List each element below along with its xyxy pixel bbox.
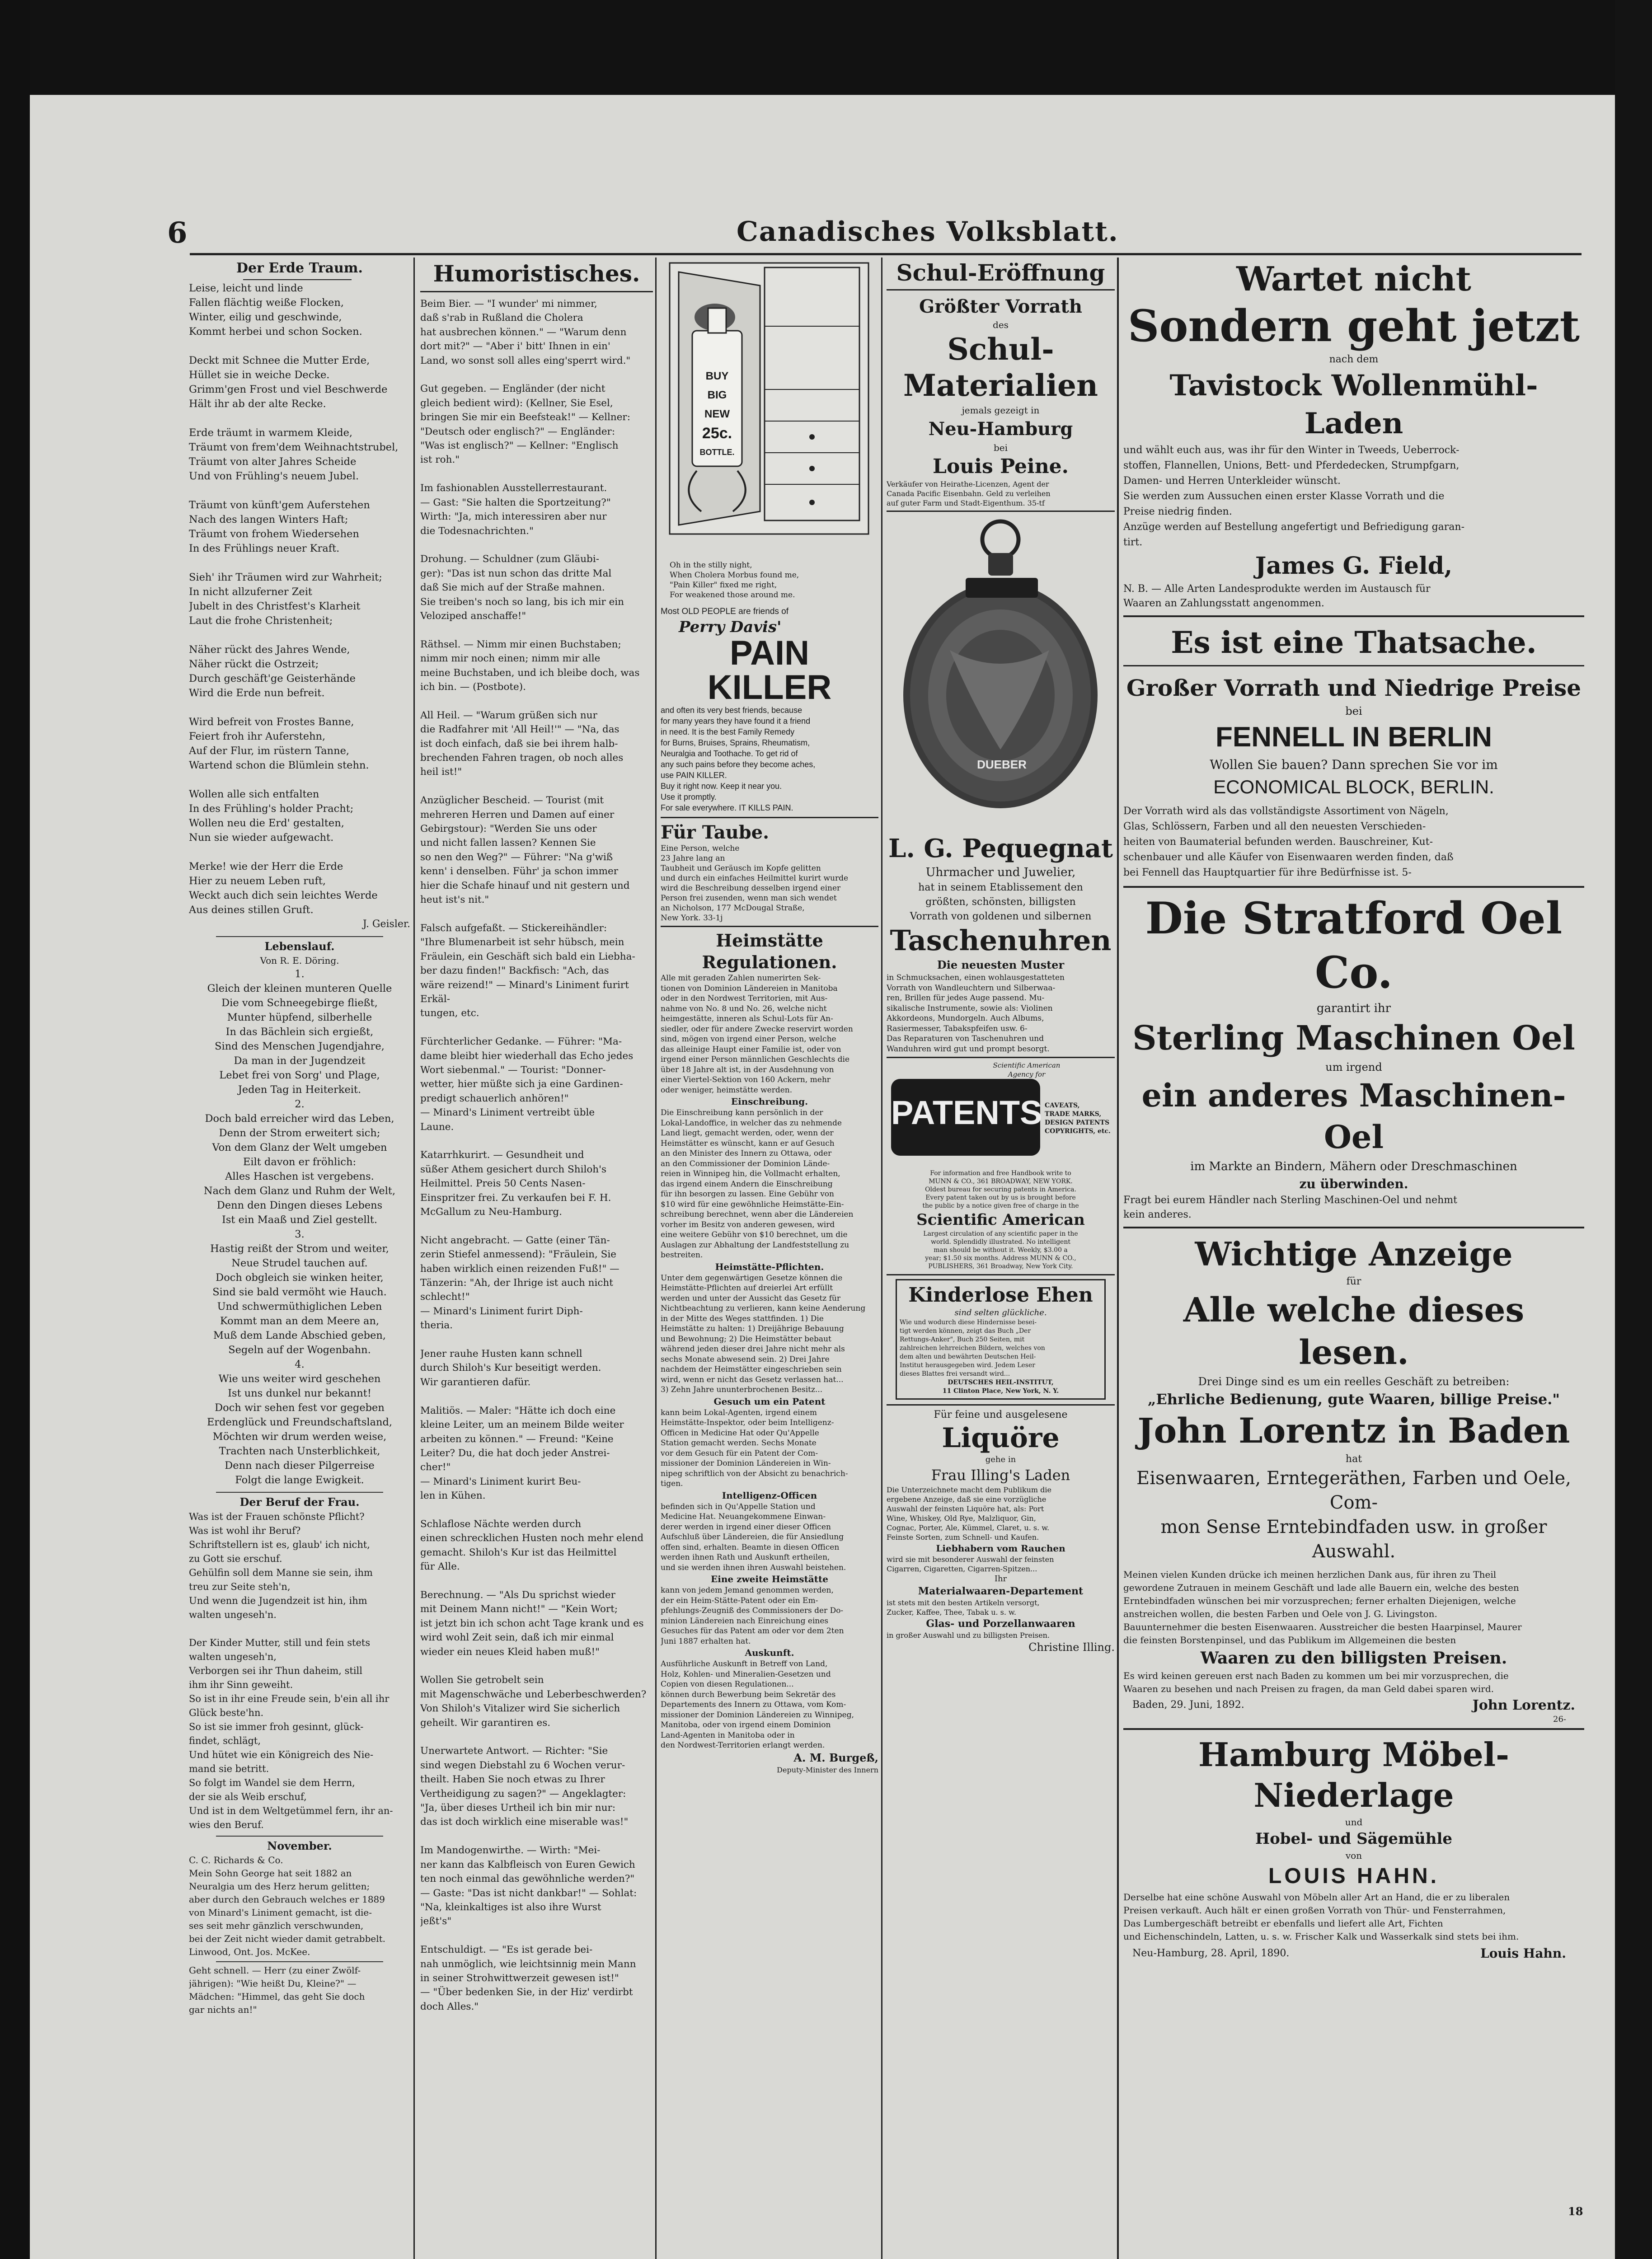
- watch-brand: DUEBER: [977, 758, 1027, 771]
- wartet-nicht: Wartet nicht: [1236, 260, 1471, 299]
- bottle-label-buy: BUY: [705, 370, 729, 382]
- pain-killer-title: PAIN KILLER: [707, 634, 832, 707]
- lorentz-number: 26-: [1553, 1715, 1566, 1724]
- poem-title: Der Erde Traum.: [236, 260, 363, 276]
- humor-title: Humoristisches.: [420, 258, 653, 292]
- neueste-text: in Schmucksachen, einen wohlausgestatteten Vorrath von Wandleuchtern und Silberwaa- ren, Brillen für jedes Auge passend. Mu- sikalische Instrumente, sowie als: Violinen Akkordeons, Mundorgeln. Auch Albums, Rasiermesser, Tabakspfeifen usw. 6- Das Reparaturen von Taschenuhren und Wanduhren wird gut und prompt besorgt.: [887, 973, 1065, 1054]
- column-rule-3: [881, 258, 882, 2259]
- louis-peine: Louis Peine.: [933, 455, 1069, 478]
- bauen-line: Wollen Sie bauen? Dann sprechen Sie vor im: [1210, 757, 1498, 772]
- louis-hahn: LOUIS HAHN.: [1268, 1864, 1439, 1888]
- poem-author: J. Geisler.: [362, 919, 410, 930]
- old-people-line: Most OLD PEOPLE are friends of: [661, 607, 789, 616]
- november-title: November.: [267, 1839, 332, 1852]
- taube-text: Eine Person, welche 23 Jahre lang an Taubheit und Geräusch im Kopfe gelitten und durch ein einfaches Heilmittel kurirt wurde wird die Beschreibung desselben irgend einer Person frei zusenden, wenn man sich wendet an Nicholson, 177 McDougal Straße, New York. 33-1j: [661, 844, 849, 923]
- stratford-title: Die Stratford Oel Co.: [1145, 893, 1563, 998]
- bottom-joke: Geht schnell. — Herr (zu einer Zwölf- jährigen): "Wie heißt Du, Kleine?" — Mädchen: "Himmel, das geht Sie doch gar nichts an!": [189, 1965, 365, 2015]
- eisenwaaren: Eisenwaaren, Erntegeräthen, Farben und Oele, Com- mon Sense Erntebindfaden usw. in großer Auswahl.: [1136, 1468, 1571, 1562]
- lorentz-footer: [1123, 1696, 1584, 1727]
- page-number: 6: [167, 216, 188, 250]
- thatsache-title: Es ist eine Thatsache.: [1171, 625, 1537, 660]
- scan-left-border: [0, 0, 30, 2259]
- john-lorentz: John Lorentz in Baden: [1137, 1411, 1570, 1451]
- pflichten-text: Unter dem gegenwärtigen Gesetze können die Heimstätte-Pflichten auf dreierlei Art erfüllt werden und unter der Aussicht das Gesetz für Nichtbeachtung zu verlieren, kann keine Aenderung in der Mitte des Weges stattfinden. 1) Die Heimstätte zu halten: 1) Dreijährige Bebauung und Bewohnung; 2) Die Heimstätter bebaut während jeden dieser drei Jahre nicht mehr als sechs Monate abwesend sein. 2) Drei Jahre nachdem der Heimstätter eingeschrieben sein wird, wenn er nicht das Gesetz verlassen hat... 3) Zehn Jahre ununterbrochenen Besitz...: [661, 1273, 866, 1394]
- schul-eroeffnung-title: Schul-Eröffnung: [896, 259, 1105, 286]
- scientific-american: Scientific American: [916, 1211, 1085, 1229]
- glas-title: Glas- und Porzellanwaaren: [926, 1618, 1075, 1630]
- hahn-signature: Louis Hahn.: [1480, 1946, 1566, 1961]
- intelligenz-text: befinden sich in Qu'Appelle Station und Medicine Hat. Neuangekommene Einwan- derer werden in irgend einer dieser Officen Aufschluß über Ländereien, die für Ansiedlung offen sind, erhalten. Beamte in diesen Officen werden ihnen Rath und Auskunft ertheilen, und sie werden ihnen ihren Auswahl beistehen.: [661, 1502, 846, 1572]
- beruf-body: Was ist der Frauen schönste Pflicht? Was ist wohl ihr Beruf? Schriftstellern ist es, glaub' ich nicht, zu Gott sie erschuf. Gehülfin soll dem Manne sie sein, ihm treu zur Seite steh'n, Und wenn die Jugendzeit ist hin, ihm walten ungeseh'n. Der Kinder Mutter, still und fein stets walten ungeseh'n, Verborgen sei ihr Thun daheim, still ihm ihr Sinn geweiht. So ist in ihr eine Freude sein, b'ein all ihr Glück beste'hn. So ist sie immer froh gesinnt, glück- findet, schlägt, Und hütet wie ein Königreich des Nie- mand sie betritt. So folgt im Wandel sie dem Herrn, der sie als Weib erschuf, Und ist in dem Weltgetümmel fern, ihr an- wies den Beruf.: [189, 1511, 393, 1830]
- title-underline: [243, 279, 352, 280]
- und-word: und: [1345, 1817, 1363, 1828]
- heimstaette-title: Heimstätte Regulationen.: [702, 930, 837, 972]
- hamburg-moebel: Hamburg Möbel-Niederlage: [1198, 1735, 1509, 1814]
- column-ads-local: [887, 258, 1115, 2259]
- column-ads-center: [661, 258, 878, 2259]
- pocket-watch-illustration: [887, 515, 1115, 831]
- pain-killer-text: and often its very best friends, because for many years they have found it a friend in need. It is the best Family Remedy for Burns, Bruises, Sprains, Rheumatism, Neuralgia and Toothache. To get rid of any such pains before they become aches, use PAIN KILLER. Buy it right now. Keep it near you. Use it promptly. For sale everywhere. IT KILLS PAIN.: [661, 706, 816, 812]
- masthead-rule: [190, 253, 1582, 255]
- hahn-text: Derselbe hat eine schöne Auswahl von Möbeln aller Art an Hand, die er zu liberalen Preisen verkauft. Auch hält er einen großen Vorrath von Thür- und Fensterrahmen, Das Lumbergeschäft betreibt er ebenfalls und liefert alle Art, Fichten und Eichenschindeln, Latten, u. s. w. Frischer Kalk und Wasserkalk sind stets bei ihm.: [1123, 1892, 1519, 1942]
- burgess-title: Deputy-Minister des Innern: [777, 1765, 878, 1774]
- ihr-word: Ihr: [994, 1574, 1007, 1584]
- column-rule-2: [655, 258, 657, 2259]
- illing-text: Die Unterzeichnete macht dem Publikum die ergebene Anzeige, daß sie eine vorzügliche Auswahl der feinsten Liquöre hat, als: Port Wine, Whiskey, Old Rye, Malzliquor, Gin, Cognac, Porter, Ale, Kümmel, Claret, u. s. w. Feinste Sorten, zum Schnell- und Kaufen.: [887, 1486, 1051, 1542]
- gesuch-title: Gesuch um ein Patent: [713, 1396, 826, 1407]
- fennell-text: Der Vorrath wird als das vollständigste Assortiment von Nägeln, Glas, Schlössern, Farben und all den neuesten Verschieden- heiten von Baumaterial befunden werden. Bauschreiner, Kut- schenbauer und alle Käufer von Eisenwaaren werden finden, daß bei Fennell das Hauptquartier für ihre Bedürfnisse ist. 5-: [1123, 806, 1454, 878]
- illing-signature: Christine Illing.: [1028, 1641, 1115, 1654]
- intelligenz-title: Intelligenz-Officen: [722, 1490, 817, 1501]
- drei-dinge: Drei Dinge sind es um ein reelles Geschäft zu betreiben:: [1198, 1375, 1510, 1388]
- material-title: Materialwaaren-Departement: [918, 1585, 1084, 1597]
- burgess-signature: A. M. Burgeß,: [793, 1751, 878, 1764]
- economical-block: ECONOMICAL BLOCK, BERLIN.: [1213, 776, 1494, 797]
- von-word: von: [1345, 1850, 1362, 1861]
- liebhabern-text: wird sie mit besonderer Auswahl der feinsten Cigarren, Cigaretten, Cigarren-Spitzen...: [887, 1555, 1054, 1573]
- kinderlose-text: Wie und wodurch diese Hindernisse besei- tigt werden können, zeigt das Buch „Der Rettungs-Anker", Buch 250 Seiten, mit zahlreichen lehrreichen Bildern, welches von dem alten und bewährten Deutschen Heil- Institut herausgegeben wird. Jedem Leser dieses Blattes frei versandt wird...: [900, 1319, 1045, 1378]
- bottle-label-bottle: BOTTLE.: [699, 448, 735, 457]
- alle-welche: Alle welche dieses lesen.: [1183, 1291, 1525, 1372]
- tavistock-title: Tavistock Wollenmühl-Laden: [1169, 369, 1538, 441]
- auskunft-text: Ausführliche Auskunft in Betreff von Land, Holz, Kohlen- und Mineralien-Gesetzen und Copien von diesen Regulationen... können durch Bewerbung beim Sekretär des Departements des Innern zu Ottawa, vom Kom- missioner der Dominion Ländereien zu Winnipeg, Manitoba, oder von irgend einem Dominion Land-Agenten in Manitoba oder in den Nordwest-Territorien erlangt werden.: [661, 1659, 854, 1750]
- hobel-saegemuehle: Hobel- und Sägemühle: [1255, 1830, 1453, 1848]
- glas-text: in großer Auswahl und zu billigsten Preisen.: [887, 1631, 1050, 1640]
- illing-laden: Frau Illing's Laden: [931, 1467, 1070, 1484]
- column-ads-wide: [1123, 258, 1584, 2259]
- humor-body: Beim Bier. — "I wunder' mi nimmer, daß s'rab in Rußland die Cholera hat ausbrechen können." — "Warum denn dort mit?" — "Aber i' bitt' Ihnen in ein' Land, wo sonst soll alles eing'sperrt wird." Gut gegeben. — Engländer (der nicht gleich bedient wird): (Kellner, Sie Esel, bringen Sie mir ein Beefsteak!" — Kellner: "Deutsch oder englisch?" — Engländer: "Was ist englisch?" — Kellner: "Englisch ist roh." Im fashionablen Ausstellerrestaurant. — Gast: "Sie halten die Sportzeitung?" Wirth: "Ja, mich interessiren aber nur die Todesnachrichten." Drohung. — Schuldner (zum Gläubi- ger): "Das ist nun schon das dritte Mal daß Sie mich auf der Straße mahnen. Sie treiben's noch so lang, bis ich mir ein Veloziped anschaffe!" Räthsel. — Nimm mir einen Buchstaben; nimm mir noch einen; nimm mir alle meine Buchstaben, und ich bleibe doch, was ich bin. — (Postbote). All Heil. — "Warum grüßen sich nur die Radfahrer mit 'All Heil!'" — "Na, das ist doch einfach, daß sie bei ihrem halb- brechenden Fahren tragen, ob noch alles heil ist!" Anzüglicher Bescheid. — Tourist (mit mehreren Herren und Damen auf einer Gebirgstour): "Werden Sie uns oder und nicht fallen lassen? Kennen Sie so nen den Weg?" — Führer: "Na g'wiß kenn' i denselben. Führ' ja schon immer hier die Schafe hinauf und nit gestern und heut ist's nit." Falsch aufgefaßt. — Stickereihändler: "Ihre Blumenarbeit ist sehr hübsch, mein Fräulein, ein Geschäft sich bald ein Liebha- ber dazu finden!" Backfisch: "Ach, das wäre reizend!" — Minard's Liniment furirt Erkäl- tungen, etc. Fürchterlicher Gedanke. — Führer: "Ma- dame bleibt hier wiederhall das Echo jedes Wort siebenmal." — Tourist: "Donner- wetter, hier müßte sich ja eine Gardinen- predigt schauerlich anhören!" — Minard's Liniment vertreibt üble Laune. Katarrhkurirt. — Gesundheit und süßer Athem gesichert durch Shiloh's Heilmittel. Preis 50 Cents Nasen- Einspritzer frei. Zu verkaufen bei F. H. McGallum zu Neu-Hamburg. Nicht angebracht. — Gatte (einer Tän- zerin Stiefel anmessend): "Fräulein, Sie haben wirklich einen reizenden Fuß!" — Tänzerin: "Ah, der Ihrige ist auch nicht schlecht!" — Minard's Liniment furirt Diph- theria. Jener rauhe Husten kann schnell durch Shiloh's Kur beseitigt werden. Wir garantieren dafür. Malitiös. — Maler: "Hätte ich doch eine kleine Leiter, um an meinem Bilde weiter arbeiten zu können." — Freund: "Keine Leiter? Du, die hat doch jeder Anstrei- cher!" — Minard's Liniment kurirt Beu- len in Kühen. Schlaflose Nächte werden durch einen schrecklichen Husten noch mehr elend gemacht. Shiloh's Kur ist das Heilmittel für Alle. Berechnung. — "Als Du sprichst wieder mit Deinem Mann nicht!" — "Kein Wort; ist jetzt bin ich schon acht Tage krank und es wird wohl Zeit sein, daß ich mir einmal wieder ein neues Kleid haben muß!" Wollen Sie getrobelt sein mit Magenschwäche und Leberbeschwerden? Von Shiloh's Vitalizer wird Sie sicherlich geheilt. Wir garantiren es. Unerwartete Antwort. — Richter: "Sie sind wegen Diebstahl zu 6 Wochen verur- theilt. Haben Sie noch etwas zu Ihrer Vertheidigung zu sagen?" — Angeklagter: "Ja, über dieses Urtheil ich bin mir nur: das ist doch wirklich eine miserable was!" Im Mandogenwirthe. — Wirth: "Mei- ner kann das Kalbfleisch von Euren Gewich ten noch einmal das gewöhnliche werden?" — Gaste: "Das ist nicht dankbar!" — Sohlat: "Na, kleinkaltiges ist also ihre Wurst jeßt's" Entschuldigt. — "Es ist gerade bei- nah unmöglich, wie leichtsinnig mein Mann in seiner Strohwittwerzeit gewesen ist!" — "Über bedenken Sie, in der Hiz' verdirbt doch Alles.": [420, 298, 647, 2012]
- jemals-gezeigt: jemals gezeigt in: [962, 405, 1040, 416]
- liquore: Liquöre: [942, 1422, 1060, 1454]
- bottle-caption: Oh in the stilly night, When Cholera Morbus found me, "Pain Killer" fixed me right, For weakened those around me.: [670, 561, 799, 600]
- garantirt: garantirt ihr: [1316, 1002, 1391, 1015]
- james-field: James G. Field,: [1255, 552, 1453, 580]
- november-ad: C. C. Richards & Co. Mein Sohn George hat seit 1882 an Neuralgia um des Herz herum gelitten; aber durch den Gebrauch welches er 1889 von Minard's Liniment gemacht, ist die- ses seit mehr gänzlich verschwunden, bei der Zeit nicht wieder damit getrabbelt. Linwood, Ont. Jos. McKee.: [189, 1855, 386, 1957]
- column-poems: [189, 258, 410, 2259]
- lebenslauf-body: 1. Gleich der kleinen munteren Quelle Die vom Schneegebirge fließt, Munter hüpfend, silberhelle In das Bächlein sich ergießt, Sind des Menschen Jugendjahre, Da man in der Jugendzeit Lebet frei von Sorg' und Plage, Jeden Tag in Heiterkeit. 2. Doch bald erreicher wird das Leben, Denn der Strom erweitert sich; Von dem Glanz der Welt umgeben Eilt davon er fröhlich: Alles Haschen ist vergebens. Nach dem Glanz und Ruhm der Welt, Denn den Dingen dieses Lebens Ist ein Maaß und Ziel gestellt. 3. Hastig reißt der Strom und weiter, Neue Strudel tauchen auf. Doch obgleich sie winken heiter, Sind sie bald vermöht wie Hauch. Und schwermüthiglichen Leben Kommt man an dem Meere an, Muß dem Lande Abschied geben, Segeln auf der Wogenbahn. 4. Wie uns weiter wird geschehen Ist uns dunkel nur bekannt! Doch wir sehen fest vor gegeben Erdenglück und Freundschaftsland, Möchten wir drum werden weise, Trachten nach Unsterblichkeit, Denn nach dieser Pilgerreise Folgt die lange Ewigkeit.: [203, 968, 396, 1486]
- gesuch-text: kann beim Lokal-Agenten, irgend einem Heimstätte-Inspektor, oder beim Intelligenz- Officen in Medicine Hat oder Qu'Appelle Station gemacht werden. Sechs Monate vor dem Gesuch für ein Patent der Com- missioner der Dominion Ländereien in Win- nipeg schriftlich von der Absicht zu benachrich- tigen.: [661, 1408, 848, 1488]
- gehe-in: gehe in: [985, 1455, 1016, 1464]
- bottle-label-new: NEW: [704, 408, 730, 420]
- im-markte: im Markte an Bindern, Mähern oder Dreschmaschinen: [1190, 1160, 1517, 1173]
- kinderlose-sub: sind selten glückliche.: [954, 1308, 1047, 1317]
- kinderlose-box: [896, 1279, 1106, 1400]
- einschreibung-title: Einschreibung.: [731, 1096, 808, 1107]
- zweite-title: Eine zweite Heimstätte: [711, 1574, 828, 1584]
- patents-ad: [887, 1061, 1115, 1169]
- ehrliche-bedienung: „Ehrliche Bedienung, gute Waaren, billige Preise.": [1147, 1391, 1560, 1408]
- bottle-label-price: 25c.: [702, 425, 732, 442]
- column-rule-1: [413, 258, 415, 2259]
- neu-hamburg: Neu-Hamburg: [928, 418, 1073, 440]
- um-irgend: um irgend: [1325, 1061, 1382, 1073]
- taschenuhren: Taschenuhren: [890, 924, 1112, 957]
- lorentz-text-2: Es wird keinen gereuen erst nach Baden zu kommen um bei mir vorzusprechen, die Waaren zu besehen und nach Preisen zu fragen, da man Geld dabei sparen wird.: [1123, 1670, 1509, 1694]
- fuer-feine: Für feine und ausgelesene: [934, 1409, 1068, 1420]
- sondern-geht-jetzt: Sondern geht jetzt: [1128, 300, 1580, 352]
- schul-materialien: Schul- Materialien: [903, 332, 1098, 403]
- patents-word: PATENTS: [891, 1094, 1042, 1131]
- lorentz-text: Meinen vielen Kunden drücke ich meinen herzlichen Dank aus, für ihren zu Theil gewordene Zutrauen in meinem Geschäft und lade alle Bauern ein, welche des besten Erntebindfaden wünschen bei mir vorzusprechen; ferner erhalten Diejenigen, welche anstreichen wollen, die besten Farben und Oele von J. G. Livingston. Bauunternehmer die besten Eisenwaaren. Ausstreicher die besten Haarpinsel, Maurer die feinsten Borstenpinsel, und das Publikum im Allgemeinen die besten: [1123, 1569, 1522, 1645]
- sterling-oel: Sterling Maschinen Oel: [1132, 1019, 1575, 1058]
- patents-sub: CAVEATS, TRADE MARKS, DESIGN PATENTS COPYRIGHTS, etc.: [1045, 1102, 1111, 1135]
- material-text: ist stets mit den besten Artikeln versorgt, Zucker, Kaffee, Thee, Tabak u. s. w.: [887, 1598, 1040, 1617]
- anderes-oel: ein anderes Maschinen-Oel: [1141, 1077, 1566, 1156]
- column-humor: [420, 258, 653, 2259]
- sci-am-text: Largest circulation of any scientific paper in the world. Splendidly illustrated. No intelligent man should be without it. Weekly, $3.00 a year; $1.50 six months. Address MUNN & CO., PUBLISHERS, 361 Broadway, New York City.: [923, 1230, 1078, 1270]
- perry-davis: Perry Davis': [679, 618, 782, 636]
- liebhabern-title: Liebhabern vom Rauchen: [936, 1543, 1065, 1554]
- fragt-text: Fragt bei eurem Händler nach Sterling Maschinen-Oel und nehmt kein anderes.: [1123, 1195, 1457, 1220]
- waaren-billig: Waaren zu den billigsten Preisen.: [1200, 1649, 1507, 1668]
- poem-body: Leise, leicht und linde Fallen flächtig weiße Flocken, Winter, eilig und geschwinde, Kommt herbei und schon Socken. Deckt mit Schnee die Mutter Erde, Hüllet sie in weiche Decke. Grimm'gen Frost und viel Beschwerde Hält ihr ab der alte Recke. Erde träumt in warmem Kleide, Träumt von frem'dem Weihnachtstrubel, Träumt von alter Jahres Scheide Und von Frühling's neuem Jubel. Träumt von künft'gem Auferstehen Nach des langen Winters Haft; Träumt von frohem Wiedersehen In des Frühlings neuer Kraft. Sieh' ihr Träumen wird zur Wahrheit; In nicht allzuferner Zeit Jubelt in des Christfest's Klarheit Laut die frohe Christenheit; Näher rückt des Jahres Wende, Näher rückt die Ostrzeit; Durch geschäft'ge Geisterhände Wird die Erde nun befreit. Wird befreit von Frostes Banne, Feiert froh ihr Auferstehn, Auf der Flur, im rüstern Tanne, Wartend schon die Blümlein stehn. Wollen alle sich entfalten In des Frühling's holder Pracht; Wollen neu die Erd' gestalten, Nun sie wieder aufgewacht. Merke! wie der Herr die Erde Hier zu neuem Leben ruft, Weckt auch dich sein leichtes Werde Aus deines stillen Gruft.: [189, 282, 399, 916]
- fuer-word: für: [1346, 1276, 1361, 1287]
- auskunft-title: Auskunft.: [745, 1647, 794, 1658]
- scientific-agency: Scientific American Agency for: [993, 1061, 1061, 1078]
- zweite-text: kann von jedem Jemand genommen werden, der ein Heim-Stätte-Patent oder ein Em- pfehlungs-Zeugniß des Commissioners der Do- minion Ländereien nach Einreichung eines Gesuches für das Patent am oder vor dem 2ten Juni 1887 erhalten hat.: [661, 1586, 844, 1646]
- taube-title: Für Taube.: [661, 822, 770, 843]
- einschreibung-text: Die Einschreibung kann persönlich in der Lokal-Landoffice, in welcher das zu nehmende Land liegt, gemacht werden, oder, wenn der Heimstätter es wünscht, kann er auf Gesuch an den Minister des Innern zu Ottawa, oder an den Commissioner der Dominion Lände- reien in Winnipeg hin, die Vollmacht erhalten, das irgend einem Andern die Einschreibung für ihn besorgen zu lassen. Eine Gebühr von $10 wird für eine gewöhnliche Heimstätte-Ein- schreibung berechnet, wenn aber die Ländereien vorher im Besitz von anderen gewesen, wird eine weitere Gebühr von $10 berechnet, um die Auslagen zur Abhaltung der Landfeststellung zu bestreiten.: [661, 1108, 854, 1260]
- bottle-label: [692, 367, 742, 462]
- bottle-label-big: BIG: [707, 389, 727, 401]
- masthead-title: Canadisches Volksblatt.: [737, 216, 1119, 248]
- wichtige-anzeige: Wichtige Anzeige: [1195, 1235, 1513, 1273]
- field-nb: N. B. — Alle Arten Landesprodukte werden im Austausch für Waaren an Zahlungsstatt angenommen.: [1123, 583, 1431, 609]
- neueste-muster: Die neuesten Muster: [937, 958, 1065, 971]
- fennell-title: FENNELL IN BERLIN: [1216, 722, 1492, 753]
- scan-right-border: [1615, 0, 1652, 2259]
- uhrmacher: Uhrmacher und Juwelier,: [925, 866, 1076, 879]
- beruf-title: Der Beruf der Frau.: [239, 1495, 360, 1509]
- pequegnat-name: L. G. Pequegnat: [888, 834, 1113, 863]
- pequegnat-text: hat in seinem Etablissement den größten, schönsten, billigsten Vorrath von goldenen und silbernen: [910, 882, 1092, 922]
- nach-dem: nach dem: [1329, 354, 1379, 365]
- bei-word: bei: [993, 442, 1008, 453]
- hahn-footer: [1123, 1943, 1584, 1970]
- grosser-vorrath: Großer Vorrath und Niedrige Preise: [1126, 675, 1582, 701]
- des-word: des: [993, 319, 1009, 330]
- baden-date: Baden, 29. Juni, 1892.: [1132, 1699, 1244, 1711]
- scan-top-border: [0, 0, 1652, 95]
- heil-institut: DEUTSCHES HEIL-INSTITUT, 11 Clinton Place, New York, N. Y.: [942, 1379, 1059, 1395]
- column-rule-4: [1117, 258, 1119, 2259]
- bei-fennell: bei: [1345, 705, 1362, 717]
- peine-subtext: Verkäufer von Heirathe-Licenzen, Agent der Canada Pacific Eisenbahn. Geld zu verleihen auf guter Farm und Stadt-Eigenthum. 35-tf: [887, 480, 1051, 507]
- munn-text: For information and free Handbook write to MUNN & CO., 361 BROADWAY, NEW YORK. Oldest bureau for securing patents in America. Every patent taken out by us is brought before the public by a notice given free of charge in the: [922, 1170, 1079, 1209]
- hahn-date: Neu-Hamburg, 28. April, 1890.: [1132, 1948, 1290, 1959]
- tavistock-text: und wählt euch aus, was ihr für den Winter in Tweeds, Ueberrock- stoffen, Flannellen, Unions, Bett- und Pferdedecken, Strumpfgarn, Damen- und Herren Unterkleider wünscht. Sie werden zum Aussuchen einen erster Klasse Vorrath und die Preise niedrig finden. Anzüge werden auf Bestellung angefertigt und Befriedigung garan- tirt.: [1123, 445, 1465, 548]
- lebenslauf-author: Von R. E. Döring.: [260, 955, 339, 966]
- page-corner-number: 18: [1568, 2205, 1583, 2218]
- groesster-vorrath: Größter Vorrath: [919, 296, 1082, 317]
- kinderlose-title: Kinderlose Ehen: [908, 1284, 1093, 1307]
- pflichten-title: Heimstätte-Pflichten.: [715, 1261, 824, 1272]
- ueberwinden: zu überwinden.: [1299, 1176, 1408, 1191]
- hat-word: hat: [1345, 1453, 1362, 1465]
- lorentz-signature: John Lorentz.: [1472, 1697, 1575, 1713]
- lebenslauf-title: Lebenslauf.: [264, 940, 335, 953]
- heimstaette-text: Alle mit geraden Zahlen numerirten Sek- tionen von Dominion Ländereien in Manitoba oder in den Nordwest Territorien, mit Aus- nahme von No. 8 und No. 26, welche nicht heimgestätte, inneren als Schul-Lots für An- siedler, oder für andere Zwecke reservirt worden sind, mögen von irgend einer Person, welche das alleinige Haupt einer Familie ist, oder von irgend einer Person männlichen Geschlechts die über 18 Jahre alt ist, in der Ausdehnung von einer Viertel-Sektion von 160 Ackern, mehr oder weniger, heimstätte werden.: [661, 974, 853, 1095]
